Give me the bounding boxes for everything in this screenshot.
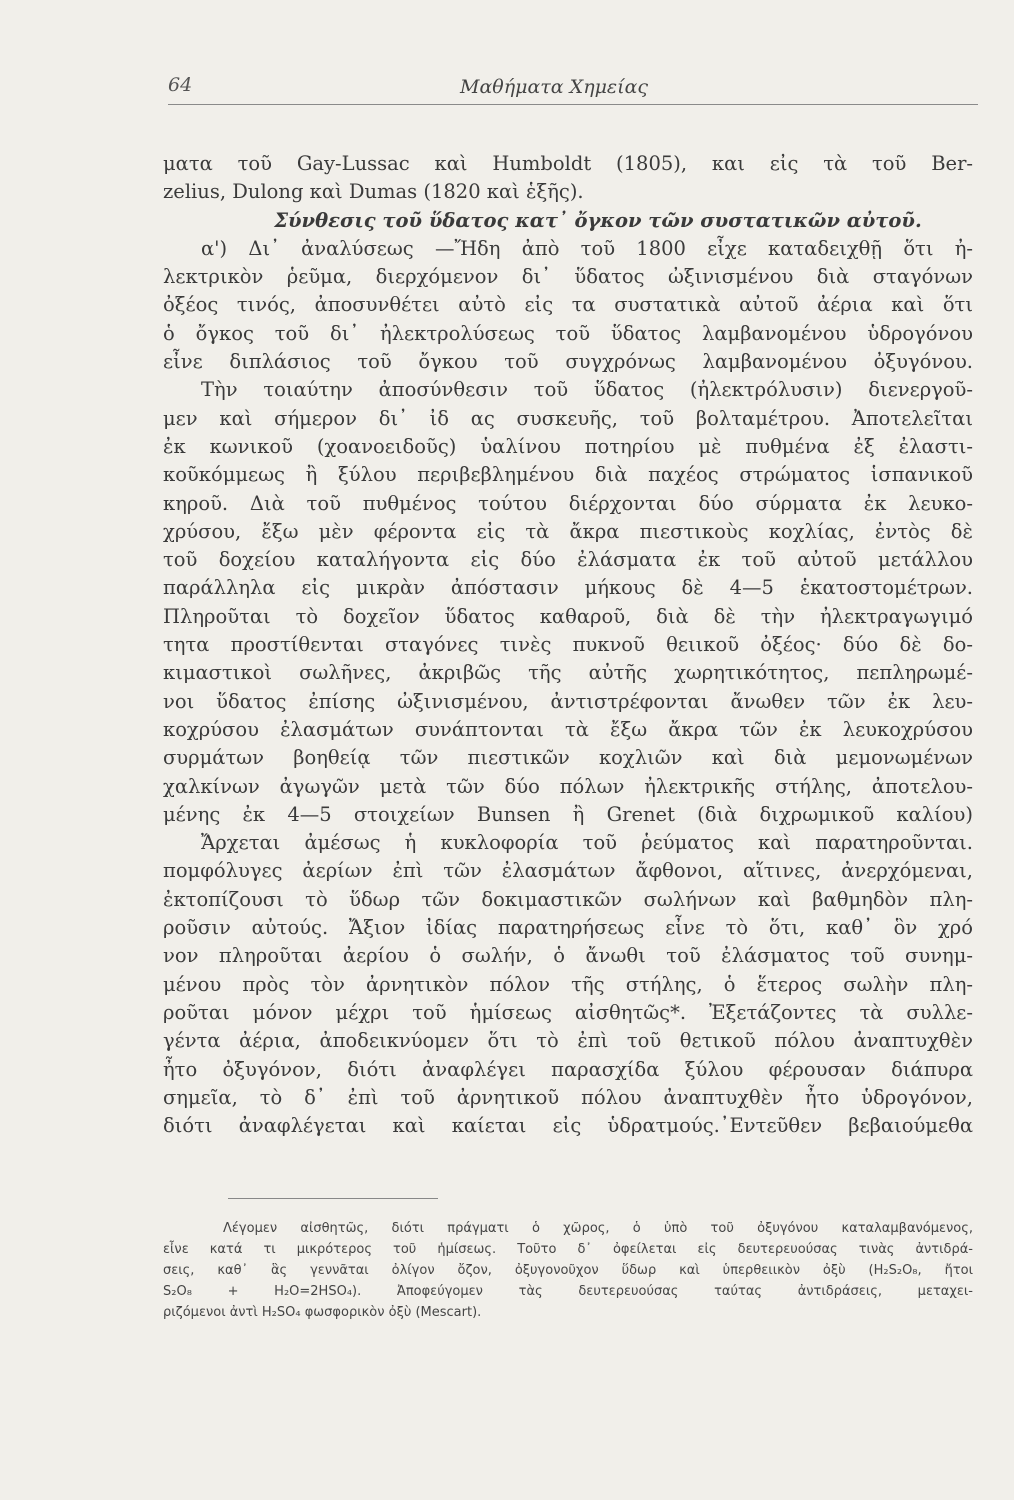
running-head: Μαθήματα Χημείας	[460, 76, 649, 98]
text-line: ὀξέος τινός, ἀποσυνθέτει αὐτὸ εἰς τα συστατικὰ αὐτοῦ ἀέρια καὶ ὅτι	[163, 293, 973, 317]
text-line: κοχρύσου ἐλασμάτων συνάπτονται τὰ ἔξω ἄκρα τῶν ἐκ λευκοχρύσου	[163, 717, 973, 741]
text-line: πομφόλυγες ἀερίων ἐπὶ τῶν ἐλασμάτων ἄφθονοι, αἵτινες, ἀνερχόμεναι,	[163, 859, 973, 883]
page-header	[168, 70, 978, 105]
text-line: ἐκ κωνικοῦ (χοανοειδοῦς) ὑαλίνου ποτηρίου μὲ πυθμένα ἐξ ἐλαστι-	[163, 434, 973, 458]
text-line: χρύσου, ἔξω μὲν φέροντα εἰς τὰ ἄκρα πιεστικοὺς κοχλίας, ἐντὸς δὲ	[163, 519, 973, 543]
text-line: γέντα ἀέρια, ἀποδεικνύομεν ὅτι τὸ ἐπὶ τοῦ θετικοῦ πόλου ἀναπτυχθὲν	[163, 1029, 973, 1053]
footnote-line: εἶνε κατά τι μικρότερος τοῦ ἡμίσεως. Τοῦτο δ᾽ ὀφείλεται εἰς δευτερευούσας τινὰς ἀντιδρά-	[163, 1242, 973, 1257]
text-line: χαλκίνων ἀγωγῶν μετὰ τῶν δύο πόλων ἠλεκτρικῆς στήλης, ἀποτελου-	[163, 774, 973, 798]
text-line: ἦτο ὀξυγόνον, διότι ἀναφλέγει παρασχίδα ξύλου φέρουσαν διάπυρα	[163, 1057, 973, 1081]
text-line: τοῦ δοχείου καταλήγοντα εἰς δύο ἐλάσματα ἐκ τοῦ αὐτοῦ μετάλλου	[163, 548, 973, 572]
text-line: zelius, Dulong καὶ Dumas (1820 καὶ ἑξῆς).	[163, 180, 584, 204]
section-heading: Σύνθεσις τοῦ ὕδατος κατ᾽ ὄγκον τῶν συστατικῶν αὐτοῦ.	[274, 208, 922, 232]
text-line: ροῦται μόνον μέχρι τοῦ ἡμίσεως αἰσθητῶς*. Ἐξετάζοντες τὰ συλλε-	[163, 1000, 973, 1024]
text-line: μένης ἐκ 4—5 στοιχείων Bunsen ἢ Grenet (διὰ διχρωμικοῦ καλίου)	[163, 802, 973, 826]
text-line: σημεῖα, τὸ δ᾽ ἐπὶ τοῦ ἀρνητικοῦ πόλου ἀναπτυχθὲν ἦτο ὑδρογόνον,	[163, 1085, 973, 1109]
text-line: μένου πρὸς τὸν ἀρνητικὸν πόλον τῆς στήλης, ὁ ἕτερος σωλὴν πλη-	[163, 972, 973, 996]
text-line: Ἄρχεται ἀμέσως ἡ κυκλοφορία τοῦ ῥεύματος καὶ παρατηροῦνται.	[201, 831, 973, 855]
page-number: 64	[168, 74, 193, 96]
text-line: μεν καὶ σήμερον δι᾽ ἰδ ας συσκευῆς, τοῦ βολταμέτρου. Ἀποτελεῖται	[163, 406, 973, 430]
text-line: συρμάτων βοηθείᾳ τῶν πιεστικῶν κοχλιῶν καὶ διὰ μεμονωμένων	[163, 746, 973, 770]
footnote	[163, 1218, 973, 1323]
text-line: παράλληλα εἰς μικρὰν ἀπόστασιν μήκους δὲ 4—5 ἑκατοστομέτρων.	[163, 576, 973, 600]
text-line: διότι ἀναφλέγεται καὶ καίεται εἰς ὑδρατμούς.᾽Εντεῦθεν βεβαιούμεθα	[163, 1114, 973, 1138]
text-line: κοῦκόμμεως ἢ ξύλου περιβεβλημένου διὰ παχέος στρώματος ἱσπανικοῦ	[163, 463, 973, 487]
text-line: Τὴν τοιαύτην ἀποσύνθεσιν τοῦ ὕδατος (ἠλεκτρόλυσιν) διενεργοῦ-	[201, 378, 973, 402]
text-line: κιμαστικοὶ σωλῆνες, ἀκριβῶς τῆς αὐτῆς χωρητικότητος, πεπληρωμέ-	[163, 661, 973, 685]
footnote-line: ριζόμενοι ἀντὶ H₂SO₄ φωσφορικὸν ὀξὺ (Mescart).	[163, 1305, 482, 1320]
text-line: τητα προστίθενται σταγόνες τινὲς πυκνοῦ θειικοῦ ὀξέος· δύο δὲ δο-	[163, 633, 973, 657]
text-line: α') Δι᾽ ἀναλύσεως —Ἤδη ἀπὸ τοῦ 1800 εἶχε καταδειχθῇ ὅτι ἠ-	[201, 236, 973, 260]
text-line: ὁ ὄγκος τοῦ δι᾽ ἠλεκτρολύσεως τοῦ ὕδατος λαμβανομένου ὑδρογόνου	[163, 321, 973, 345]
text-line: νοι ὕδατος ἐπίσης ὠξινισμένου, ἀντιστρέφονται ἄνωθεν τῶν ἐκ λευ-	[163, 689, 973, 713]
footnote-line: S₂O₈ + H₂O=2HSO₄). Ἀποφεύγομεν τὰς δευτερευούσας ταύτας ἀντιδράσεις, μεταχει-	[163, 1284, 973, 1299]
text-line: Πληροῦται τὸ δοχεῖον ὕδατος καθαροῦ, διὰ δὲ τὴν ἠλεκτραγωγιμό	[163, 604, 973, 628]
text-line: λεκτρικὸν ῥεῦμα, διερχόμενον δι᾽ ὕδατος ὠξινισμένου διὰ σταγόνων	[163, 265, 973, 289]
text-line: ἐκτοπίζουσι τὸ ὕδωρ τῶν δοκιμαστικῶν σωλήνων καὶ βαθμηδὸν πλη-	[163, 887, 973, 911]
main-text	[163, 150, 973, 1140]
footnote-line: σεις, καθ᾽ ἃς γεννᾶται ὀλίγον ὄζον, ὀξυγονοῦχον ὕδωρ καὶ ὑπερθειικὸν ὀξὺ (H₂S₂O₈, ἤτοι	[163, 1263, 973, 1278]
footnote-rule	[228, 1198, 438, 1199]
footnote-line: Λέγομεν αἰσθητῶς, διότι πράγματι ὁ χῶρος, ὁ ὑπὸ τοῦ ὀξυγόνου καταλαμβανόμενος,	[223, 1221, 973, 1236]
text-line: εἶνε διπλάσιος τοῦ ὄγκου τοῦ συγχρόνως λαμβανομένου ὀξυγόνου.	[163, 350, 973, 374]
text-line: κηροῦ. Διὰ τοῦ πυθμένος τούτου διέρχονται δύο σύρματα ἐκ λευκο-	[163, 491, 973, 515]
text-line: ματα τοῦ Gay-Lussac καὶ Humboldt (1805), και εἰς τὰ τοῦ Ber-	[163, 152, 973, 175]
text-line: νον πληροῦται ἀερίου ὁ σωλήν, ὁ ἄνωθι τοῦ ἐλάσματος τοῦ συνημ-	[163, 944, 973, 968]
text-line: ροῦσιν αὐτούς. Ἄξιον ἰδίας παρατηρήσεως εἶνε τὸ ὅτι, καθ᾽ ὃν χρό	[163, 916, 973, 940]
